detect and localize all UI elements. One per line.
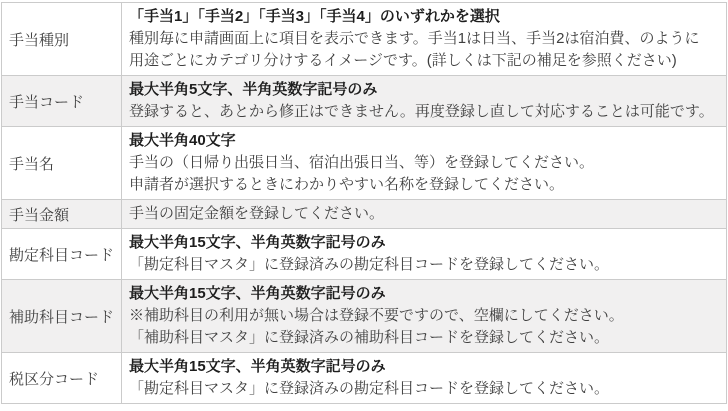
row-label: 補助科目コード (2, 280, 122, 353)
row-emphasis-line: 「手当1」「手当2」「手当3」「手当4」のいずれかを選択 (129, 8, 500, 25)
field-description-table-body (2, 3, 727, 404)
row-description-line: ※補助科目の利用が無い場合は登録不要ですので、空欄にしてください。 (129, 307, 624, 324)
row-description-line: 手当の固定金額を登録してください。 (129, 205, 385, 222)
row-description-line: 「補助科目マスタ」に登録済みの補助科目コードを登録してください。 (129, 329, 610, 346)
row-emphasis-line: 最大半角5文字、半角英数字記号のみ (129, 81, 378, 98)
row-description-line: 用途ごとにカテゴリ分けするイメージです。(詳しくは下記の補足を参照ください) (129, 52, 677, 69)
table-row-allowance-amount (2, 200, 727, 229)
row-description (122, 3, 727, 76)
row-description (122, 353, 727, 404)
field-description-table (1, 2, 727, 404)
row-description (122, 229, 727, 280)
row-label: 勘定科目コード (2, 229, 122, 280)
row-emphasis-line: 最大半角40文字 (129, 132, 236, 149)
table-row-allowance-code (2, 76, 727, 127)
row-description (122, 280, 727, 353)
table-row-account-code (2, 229, 727, 280)
row-description (122, 76, 727, 127)
row-label: 手当金額 (2, 200, 122, 229)
row-description-line: 「勘定科目マスタ」に登録済みの勘定科目コードを登録してください。 (129, 256, 610, 273)
row-emphasis-line: 最大半角15文字、半角英数字記号のみ (129, 358, 386, 375)
row-emphasis-line: 最大半角15文字、半角英数字記号のみ (129, 285, 386, 302)
row-emphasis-line: 最大半角15文字、半角英数字記号のみ (129, 234, 386, 251)
row-description-line: 「勘定科目マスタ」に登録済みの勘定科目コードを登録してください。 (129, 380, 610, 397)
row-label: 手当名 (2, 127, 122, 200)
row-description-line: 種別毎に申請画面上に項目を表示できます。手当1は日当、手当2は宿泊費、のように (129, 30, 700, 47)
row-description-line: 申請者が選択するときにわかりやすい名称を登録してください。 (129, 176, 565, 193)
table-row-tax-category-code (2, 353, 727, 404)
row-label: 税区分コード (2, 353, 122, 404)
row-description (122, 200, 727, 229)
table-row-allowance-name (2, 127, 727, 200)
row-description-line: 登録すると、あとから修正はできません。再度登録し直して対応することは可能です。 (129, 103, 714, 120)
row-description (122, 127, 727, 200)
row-label: 手当種別 (2, 3, 122, 76)
table-row-sub-account-code (2, 280, 727, 353)
row-description-line: 手当の（日帰り出張日当、宿泊出張日当、等）を登録してください。 (129, 154, 595, 171)
row-label: 手当コード (2, 76, 122, 127)
table-row-allowance-type (2, 3, 727, 76)
